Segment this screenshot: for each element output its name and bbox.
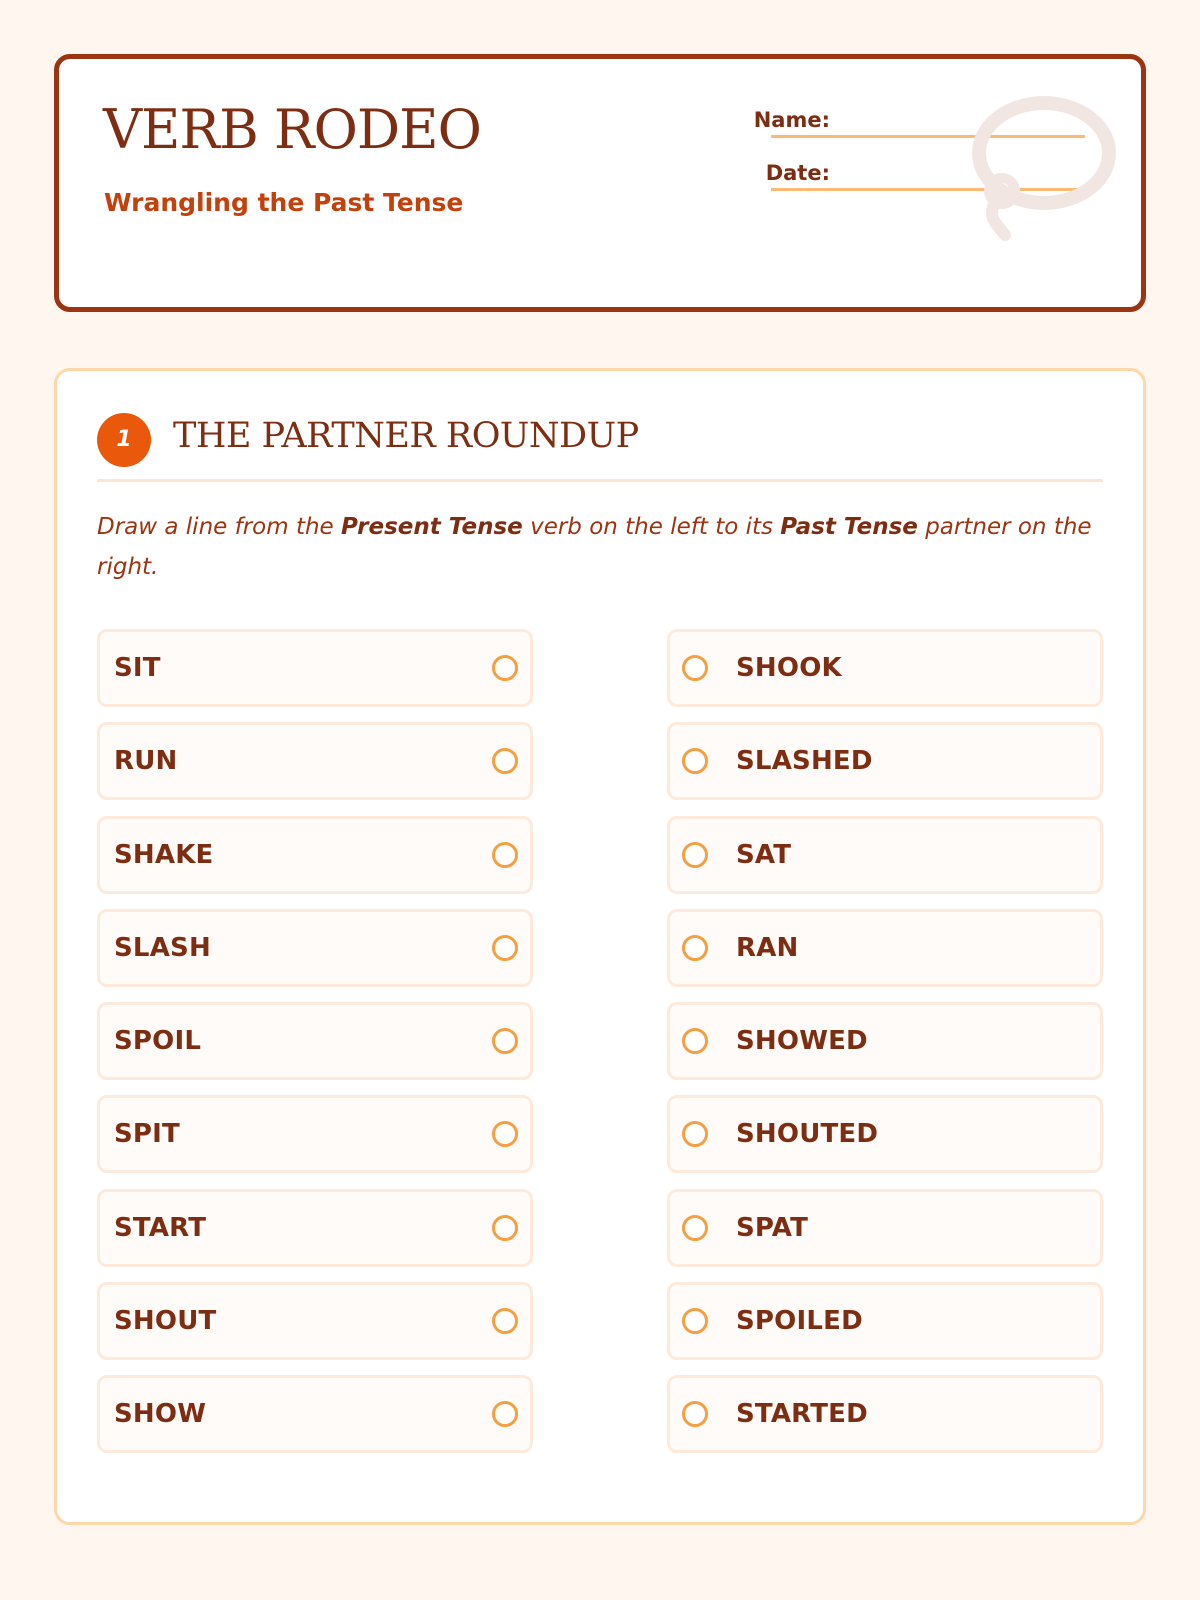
- past-verb-item: [667, 722, 1103, 800]
- present-verb-item: [97, 1095, 533, 1173]
- step-number-badge: 1: [97, 413, 151, 467]
- match-dot-icon[interactable]: [682, 1121, 708, 1147]
- present-verb-item: [97, 1375, 533, 1453]
- past-verb-item: [667, 1375, 1103, 1453]
- past-verb: SPOILED: [736, 1306, 863, 1337]
- worksheet-subtitle: Wrangling the Past Tense: [104, 188, 464, 217]
- match-dot-icon[interactable]: [682, 842, 708, 868]
- match-dot-icon[interactable]: [492, 842, 518, 868]
- present-verb-item: [97, 909, 533, 987]
- present-verb: RUN: [114, 746, 178, 777]
- present-verb-item: [97, 1189, 533, 1267]
- section-divider: [97, 479, 1103, 482]
- match-dot-icon[interactable]: [682, 655, 708, 681]
- match-dot-icon[interactable]: [492, 748, 518, 774]
- past-verb-item: [667, 1282, 1103, 1360]
- past-verb: SHOUTED: [736, 1119, 879, 1150]
- date-label: Date:: [765, 161, 830, 185]
- present-verb-item: [97, 629, 533, 707]
- present-verb: SLASH: [114, 932, 211, 963]
- present-verb-item: [97, 816, 533, 894]
- past-tense-list: [667, 629, 1103, 1469]
- past-verb: SHOWED: [736, 1026, 868, 1057]
- match-dot-icon[interactable]: [492, 1401, 518, 1427]
- match-dot-icon[interactable]: [492, 655, 518, 681]
- name-label: Name:: [753, 108, 830, 132]
- past-verb-item: [667, 816, 1103, 894]
- match-dot-icon[interactable]: [682, 1215, 708, 1241]
- past-verb-item: [667, 1095, 1103, 1173]
- match-dot-icon[interactable]: [492, 1308, 518, 1334]
- match-dot-icon[interactable]: [682, 1028, 708, 1054]
- present-verb-item: [97, 1002, 533, 1080]
- present-verb: SIT: [114, 653, 161, 683]
- match-dot-icon[interactable]: [492, 1121, 518, 1147]
- past-verb: SPAT: [736, 1212, 809, 1243]
- present-verb: SHOUT: [114, 1306, 217, 1337]
- past-verb-item: [667, 1189, 1103, 1267]
- past-verb: SHOOK: [736, 653, 842, 683]
- past-verb-item: [667, 909, 1103, 987]
- past-verb: RAN: [736, 932, 799, 963]
- present-verb: SPOIL: [114, 1026, 202, 1057]
- instructions: Draw a line from the Present Tense verb on the left to its Past Tense partner on the right.: [97, 514, 1092, 580]
- past-verb: STARTED: [736, 1399, 868, 1430]
- worksheet-header: [54, 54, 1146, 312]
- match-dot-icon[interactable]: [682, 1308, 708, 1334]
- section-title: THE PARTNER ROUNDUP: [173, 416, 639, 456]
- present-verb: SPIT: [114, 1119, 180, 1150]
- lasso-icon: [957, 95, 1117, 255]
- worksheet-title: VERB RODEO: [103, 98, 481, 161]
- past-verb: SAT: [736, 839, 792, 870]
- past-verb: SLASHED: [736, 746, 873, 777]
- match-dot-icon[interactable]: [492, 1028, 518, 1054]
- match-dot-icon[interactable]: [682, 1401, 708, 1427]
- match-dot-icon[interactable]: [492, 1215, 518, 1241]
- present-verb-item: [97, 1282, 533, 1360]
- partner-roundup-section: [54, 368, 1146, 1525]
- past-verb-item: [667, 1002, 1103, 1080]
- present-verb: START: [114, 1212, 207, 1243]
- present-verb: SHAKE: [114, 839, 214, 870]
- match-dot-icon[interactable]: [682, 748, 708, 774]
- match-dot-icon[interactable]: [682, 935, 708, 961]
- past-verb-item: [667, 629, 1103, 707]
- present-tense-list: [97, 629, 533, 1469]
- match-dot-icon[interactable]: [492, 935, 518, 961]
- present-verb: SHOW: [114, 1399, 207, 1430]
- present-verb-item: [97, 722, 533, 800]
